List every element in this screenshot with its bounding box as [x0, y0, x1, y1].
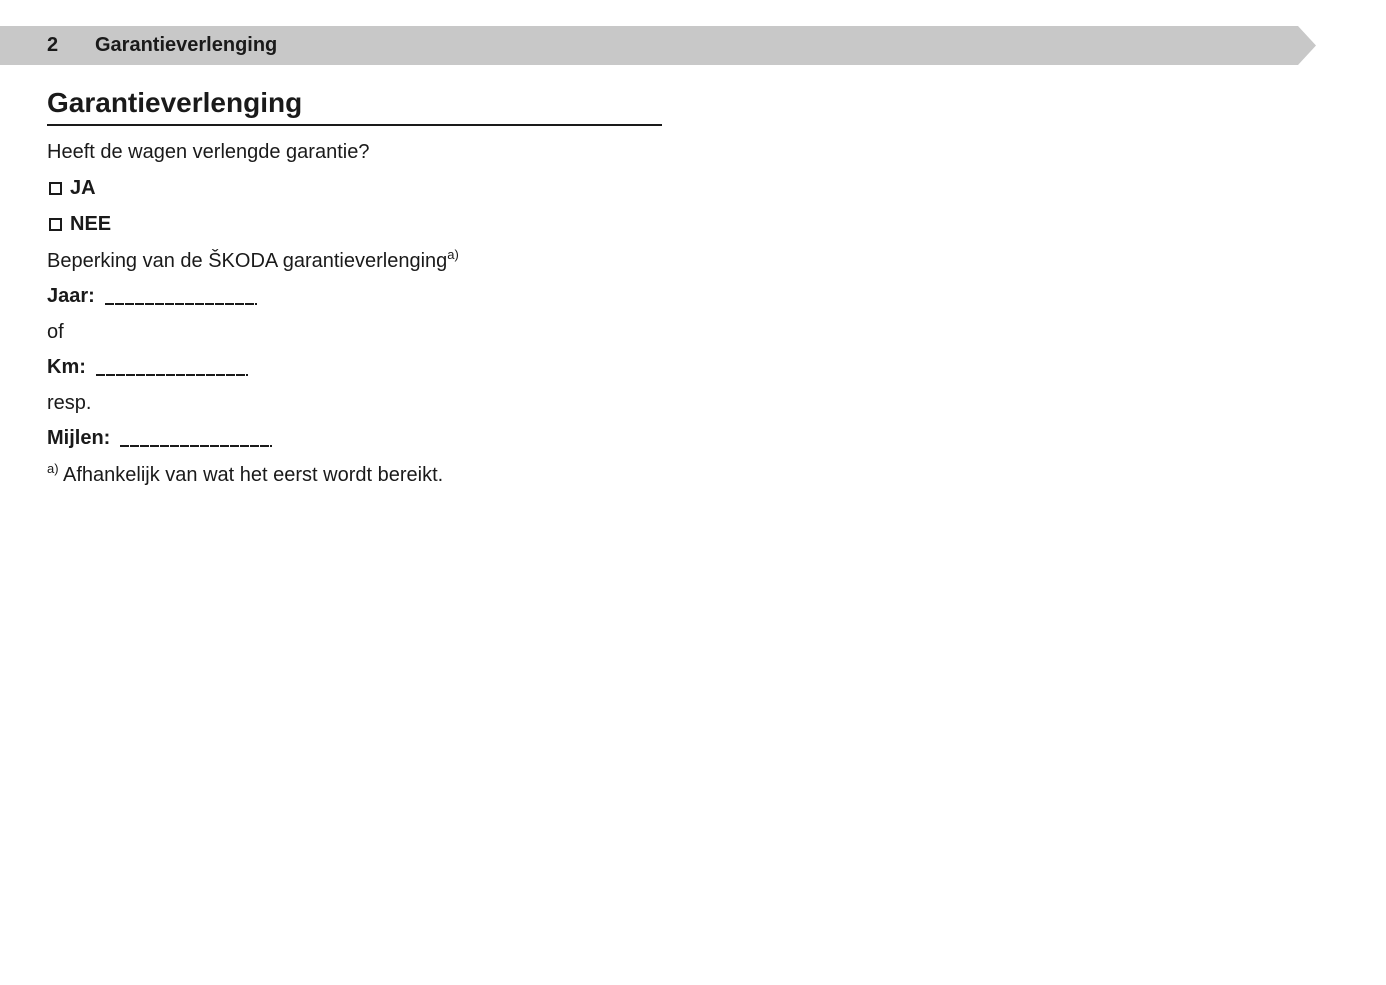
or-text: of — [47, 321, 64, 343]
footnote — [47, 463, 443, 487]
km-row — [47, 355, 248, 379]
year-blank-field[interactable] — [105, 303, 257, 305]
section-title: Garantieverlenging — [47, 84, 662, 126]
limit-footnote-mark: a) — [447, 247, 459, 262]
page-number: 2 — [47, 34, 59, 56]
km-blank-field[interactable] — [96, 374, 248, 376]
option-no[interactable] — [47, 212, 111, 236]
year-row — [47, 284, 257, 308]
miles-blank-field[interactable] — [120, 445, 272, 447]
resp-text: resp. — [47, 392, 92, 414]
miles-row — [47, 426, 272, 450]
page-header — [0, 26, 1316, 65]
limit-text-label: Beperking van de ŠKODA garantieverlenging — [47, 250, 448, 272]
checkbox-no[interactable] — [49, 218, 62, 231]
header-title: Garantieverlenging — [95, 34, 278, 56]
option-yes-label: JA — [70, 177, 96, 199]
option-yes[interactable] — [47, 176, 96, 200]
footnote-mark: a) — [47, 461, 59, 476]
footnote-text: Afhankelijk van wat het eerst wordt bereikt. — [63, 464, 444, 486]
miles-label: Mijlen: — [47, 427, 111, 449]
km-label: Km: — [47, 356, 86, 378]
option-no-label: NEE — [70, 213, 112, 235]
limit-text — [47, 249, 459, 273]
warranty-question: Heeft de wagen verlengde garantie? — [47, 141, 370, 163]
checkbox-yes[interactable] — [49, 182, 62, 195]
warranty-extension-section — [47, 84, 662, 486]
year-label: Jaar: — [47, 285, 95, 307]
